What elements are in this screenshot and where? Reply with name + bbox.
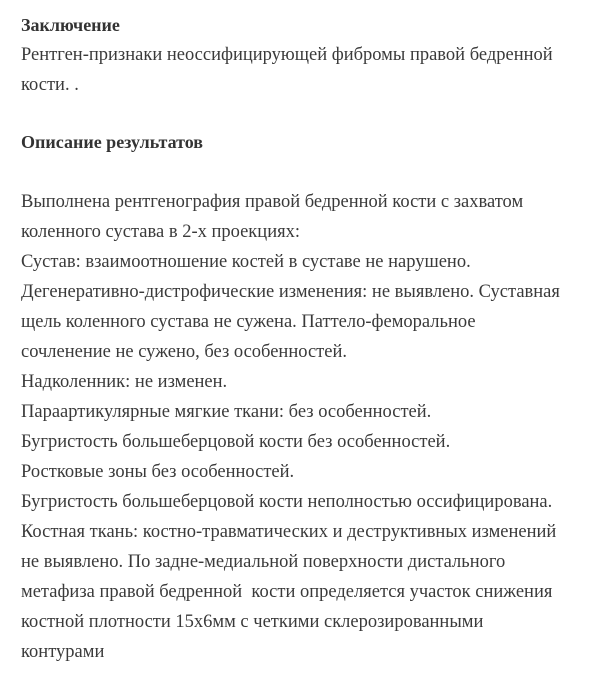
conclusion-heading: Заключение bbox=[21, 15, 120, 35]
description-line: Надколенник: не изменен. bbox=[21, 372, 228, 392]
description-line: Параартикулярные мягкие ткани: без особенностей. bbox=[21, 402, 432, 422]
conclusion-line: Рентген-признаки неоссифицирующей фибромы правой бедренной bbox=[21, 45, 553, 65]
description-line: контурами bbox=[21, 642, 105, 662]
description-line: не выявлено. По задне-медиальной поверхности дистального bbox=[21, 552, 506, 572]
description-line: Костная ткань: костно-травматических и деструктивных изменений bbox=[21, 522, 557, 542]
description-line: Бугристость большеберцовой кости неполностью оссифицирована. bbox=[21, 492, 553, 512]
description-heading: Описание результатов bbox=[21, 132, 203, 152]
conclusion-line: кости. . bbox=[21, 75, 79, 95]
conclusion-text bbox=[21, 40, 553, 100]
description-line: костной плотности 15х6мм с четкими склерозированными bbox=[21, 612, 484, 632]
description-line: сочленение не сужено, без особенностей. bbox=[21, 342, 347, 362]
description-line: коленного сустава в 2-х проекциях: bbox=[21, 222, 300, 242]
description-line: Ростковые зоны без особенностей. bbox=[21, 462, 295, 482]
description-line: щель коленного сустава не сужена. Паттело-феморальное bbox=[21, 312, 476, 332]
description-line: Выполнена рентгенография правой бедренной кости с захватом bbox=[21, 192, 524, 212]
description-line: Бугристость большеберцовой кости без особенностей. bbox=[21, 432, 451, 452]
description-text bbox=[21, 187, 560, 667]
description-line: метафиза правой бедренной кости определяется участок снижения bbox=[21, 582, 553, 602]
description-line: Дегенеративно-дистрофические изменения: не выявлено. Суставная bbox=[21, 282, 560, 302]
description-line: Сустав: взаимоотношение костей в суставе не нарушено. bbox=[21, 252, 471, 272]
